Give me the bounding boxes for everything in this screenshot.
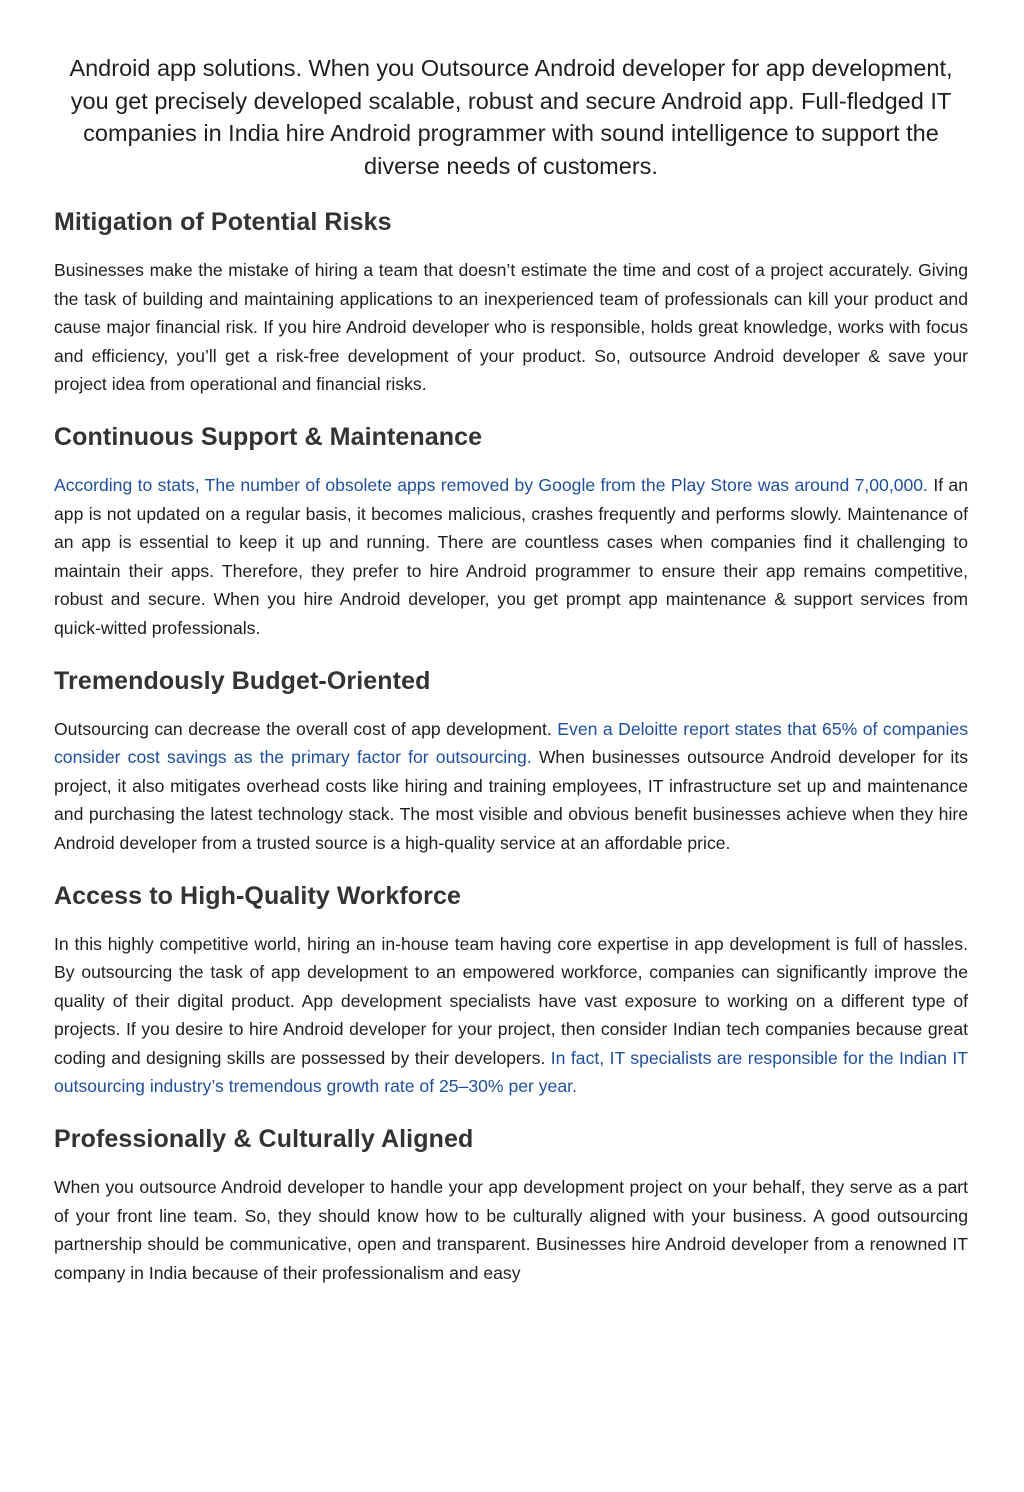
intro-paragraph: Android app solutions. When you Outsource Android developer for app development, you get precisely developed scalable, robust and secure Android app. Full-fledged IT companies in India hire Android programmer with sound intelligence to support the diverse needs of customers.	[69, 55, 953, 179]
stats-link[interactable]: According to stats, The number of obsolete apps removed by Google from the Play Store was around 7,00,000.	[54, 474, 928, 495]
section-text: When you outsource Android developer to handle your app development project on your behalf, they serve as a part of your front line team. So, they should know how to be culturally aligned with your business. A good outsourcing partnership should be communicative, open and transparent. Businesses hire Android developer from a renowned IT company in India because of their professionalism and easy	[54, 1177, 968, 1283]
section-heading-workforce: Access to High-Quality Workforce	[54, 881, 461, 910]
section-body-mitigation	[54, 256, 968, 399]
deloitte-report-link[interactable]: Even a Deloitte report states that 65% of companies consider cost savings as the primary factor for outsourcing.	[54, 718, 969, 768]
section-body-aligned	[54, 1173, 968, 1287]
section-heading-budget: Tremendously Budget-Oriented	[54, 666, 431, 695]
section-heading-aligned: Professionally & Culturally Aligned	[54, 1125, 474, 1154]
section-text: In this highly competitive world, hiring an in-house team having core expertise in app development is full of hassles. By outsourcing the task of app development to an empowered workforce, companies can significantly improve the quality of their digital product. App development specialists have vast exposure to working on a different type of projects. If you desire to hire Android developer for your project, then consider Indian tech companies because great coding and designing skills are possessed by their developers.	[54, 933, 968, 1068]
section-text: When businesses outsource Android developer for its project, it also mitigates overhead costs like hiring and training employees, IT infrastructure set up and maintenance and purchasing the latest technology stack. The most visible and obvious benefit businesses achieve when they hire Android developer from a trusted source is a high-quality service at an affordable price.	[54, 747, 968, 853]
section-body-support	[54, 471, 968, 643]
section-text: Businesses make the mistake of hiring a team that doesn’t estimate the time and cost of a project accurately. Giving the task of building and maintaining applications to an inexperienced team of professionals can kill your product and cause major financial risk. If you hire Android developer who is responsible, holds great knowledge, works with focus and efficiency, you’ll get a risk-free development of your product. So, outsource Android developer & save your project idea from operational and financial risks.	[54, 260, 968, 395]
it-outsourcing-growth-link[interactable]: In fact, IT specialists are responsible for the Indian IT outsourcing industry’s tremendous growth rate of 25–30% per year.	[54, 1047, 968, 1097]
section-body-workforce	[54, 930, 968, 1102]
section-text: If an app is not updated on a regular basis, it becomes malicious, crashes frequently and performs slowly. Maintenance of an app is essential to keep it up and running. There are countless cases when companies find it challenging to maintain their apps. Therefore, they prefer to hire Android programmer to ensure their app remains competitive, robust and secure. When you hire Android developer, you get prompt app maintenance & support services from quick-witted professionals.	[54, 474, 969, 638]
section-body-budget	[54, 715, 968, 858]
section-heading-mitigation: Mitigation of Potential Risks	[54, 208, 392, 236]
section-heading-support: Continuous Support & Maintenance	[54, 422, 483, 451]
section-text: Outsourcing can decrease the overall cost of app development.	[54, 718, 552, 739]
